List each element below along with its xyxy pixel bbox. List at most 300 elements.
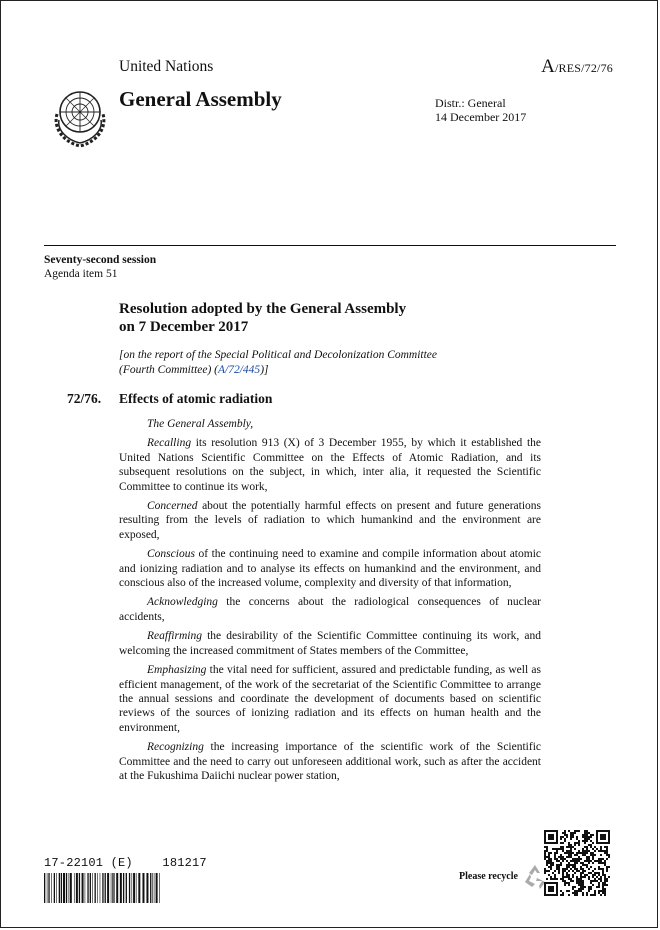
qr-module <box>604 878 606 880</box>
qr-module <box>570 838 572 840</box>
qr-module <box>548 886 550 888</box>
qr-module <box>586 858 588 860</box>
qr-module <box>604 860 606 862</box>
qr-module <box>604 836 606 838</box>
barcode-bar <box>107 873 109 903</box>
qr-module <box>576 852 578 854</box>
qr-module <box>576 836 578 838</box>
qr-module <box>548 860 550 862</box>
qr-module <box>598 890 600 892</box>
qr-module <box>606 846 608 848</box>
qr-module <box>608 840 610 842</box>
qr-module <box>562 836 564 838</box>
qr-module <box>566 872 568 874</box>
qr-module <box>602 886 604 888</box>
qr-module <box>566 866 568 868</box>
qr-module <box>546 830 548 832</box>
qr-module <box>576 890 578 892</box>
qr-module <box>582 872 584 874</box>
qr-module <box>576 878 578 880</box>
qr-module <box>592 884 594 886</box>
qr-module <box>582 892 584 894</box>
qr-module <box>548 870 550 872</box>
qr-module <box>554 882 556 884</box>
qr-module <box>600 854 602 856</box>
qr-module <box>594 854 596 856</box>
qr-module <box>574 890 576 892</box>
qr-module <box>596 834 598 836</box>
qr-module <box>562 872 564 874</box>
qr-module <box>552 886 554 888</box>
qr-module <box>568 850 570 852</box>
qr-module <box>556 848 558 850</box>
qr-module <box>550 886 552 888</box>
qr-module <box>570 878 572 880</box>
qr-module <box>544 884 546 886</box>
qr-module <box>602 874 604 876</box>
qr-module <box>600 848 602 850</box>
barcode-bar <box>138 873 140 903</box>
barcode-bar <box>136 873 137 903</box>
qr-module <box>546 856 548 858</box>
qr-module <box>606 830 608 832</box>
resolution-subject: Effects of atomic radiation <box>119 391 273 406</box>
qr-module <box>560 890 562 892</box>
qr-module <box>576 868 578 870</box>
qr-module <box>550 858 552 860</box>
qr-module <box>570 850 572 852</box>
qr-module <box>598 882 600 884</box>
qr-module <box>606 852 608 854</box>
qr-module <box>590 866 592 868</box>
qr-module <box>556 832 558 834</box>
qr-module <box>596 836 598 838</box>
qr-module <box>552 834 554 836</box>
qr-module <box>568 842 570 844</box>
barcode-bar <box>63 873 65 903</box>
qr-module <box>576 854 578 856</box>
qr-module <box>568 830 570 832</box>
qr-module <box>588 876 590 878</box>
qr-module <box>556 882 558 884</box>
qr-module <box>544 832 546 834</box>
qr-module <box>598 866 600 868</box>
qr-module <box>550 830 552 832</box>
qr-module <box>586 840 588 842</box>
qr-module <box>576 842 578 844</box>
qr-module <box>550 838 552 840</box>
qr-module <box>576 860 578 862</box>
qr-module <box>608 832 610 834</box>
qr-module <box>606 866 608 868</box>
qr-module <box>558 848 560 850</box>
qr-module <box>544 888 546 890</box>
qr-module <box>592 848 594 850</box>
barcode-bar <box>87 873 88 903</box>
un-emblem-icon <box>47 84 113 150</box>
qr-module <box>598 878 600 880</box>
qr-module <box>560 858 562 860</box>
qr-module <box>602 888 604 890</box>
distribution-block <box>435 96 526 124</box>
qr-module <box>608 830 610 832</box>
qr-module <box>590 894 592 896</box>
qr-module <box>544 868 546 870</box>
paragraph-text: about the potentially harmful effects on present and future generations resulting from the levels of radiation to which humankind and the environment are exposed, <box>119 500 541 541</box>
qr-module <box>558 866 560 868</box>
qr-module <box>582 876 584 878</box>
qr-module <box>602 870 604 872</box>
qr-module <box>560 854 562 856</box>
qr-module <box>568 866 570 868</box>
qr-module <box>566 882 568 884</box>
qr-module <box>596 842 598 844</box>
qr-module <box>600 846 602 848</box>
qr-module <box>576 880 578 882</box>
symbol-rest: /RES/72/76 <box>554 61 613 75</box>
qr-module <box>606 848 608 850</box>
qr-module <box>582 886 584 888</box>
qr-module <box>604 862 606 864</box>
qr-module <box>582 882 584 884</box>
qr-module <box>546 862 548 864</box>
qr-module <box>594 868 596 870</box>
qr-module <box>564 852 566 854</box>
agenda-item: Agenda item 51 <box>44 268 118 280</box>
qr-module <box>572 870 574 872</box>
qr-module <box>548 838 550 840</box>
preamble-paragraph <box>119 663 541 735</box>
barcode-bar <box>132 873 133 903</box>
qr-module <box>544 858 546 860</box>
qr-module <box>562 870 564 872</box>
preamble-paragraph <box>119 547 541 590</box>
qr-module <box>606 854 608 856</box>
qr-module <box>568 846 570 848</box>
preamble-paragraph <box>119 417 541 431</box>
qr-module <box>590 852 592 854</box>
qr-module <box>556 836 558 838</box>
qr-module <box>568 884 570 886</box>
qr-module <box>592 854 594 856</box>
paragraph-text: of the continuing need to examine and compile information about atomic and ionizing radiation and to analyse its effects on humankind and the environment, and conscious also of the increased volume, complexity and diversity of that information, <box>119 548 541 590</box>
qr-module <box>584 834 586 836</box>
report-line2 <box>119 363 549 378</box>
qr-module <box>604 846 606 848</box>
qr-module <box>574 866 576 868</box>
qr-module <box>560 894 562 896</box>
qr-module <box>596 838 598 840</box>
qr-module <box>566 868 568 870</box>
qr-module <box>570 868 572 870</box>
qr-module <box>570 856 572 858</box>
qr-module <box>572 886 574 888</box>
qr-module <box>562 856 564 858</box>
report-link[interactable]: A/72/445 <box>218 363 261 376</box>
qr-module <box>558 870 560 872</box>
qr-module <box>572 836 574 838</box>
qr-module <box>578 884 580 886</box>
footer-job-block <box>44 856 207 908</box>
paragraph-text: its resolution 913 (X) of 3 December 1955, by which it established the United Nations Scientific Committee on the Effects of Atomic Radiation, and its subsequent resolutions on the subject, in which, inter alia, it requested the Scientific Committee to continue its work, <box>119 437 541 493</box>
barcode-bar <box>112 873 113 903</box>
qr-module <box>600 890 602 892</box>
qr-module <box>588 862 590 864</box>
qr-module <box>592 858 594 860</box>
qr-module <box>546 850 548 852</box>
qr-module <box>568 894 570 896</box>
qr-module <box>564 876 566 878</box>
qr-module <box>560 864 562 866</box>
qr-module <box>562 850 564 852</box>
qr-module <box>546 848 548 850</box>
barcode-bar <box>48 873 49 903</box>
qr-module <box>604 882 606 884</box>
barcode-bar <box>66 873 67 903</box>
qr-module <box>586 852 588 854</box>
qr-module <box>566 874 568 876</box>
qr-module <box>576 882 578 884</box>
qr-module <box>546 842 548 844</box>
qr-module <box>548 874 550 876</box>
qr-module <box>604 830 606 832</box>
qr-module <box>568 882 570 884</box>
qr-module <box>602 882 604 884</box>
org-line: United Nations <box>119 58 214 75</box>
qr-module <box>588 836 590 838</box>
qr-module <box>546 860 548 862</box>
qr-module <box>566 890 568 892</box>
qr-module <box>544 852 546 854</box>
qr-module <box>608 834 610 836</box>
qr-module <box>608 842 610 844</box>
qr-module <box>596 848 598 850</box>
qr-module <box>564 884 566 886</box>
qr-module <box>602 872 604 874</box>
qr-module <box>580 888 582 890</box>
qr-module <box>556 852 558 854</box>
qr-module <box>544 850 546 852</box>
qr-module <box>562 874 564 876</box>
qr-module <box>562 842 564 844</box>
qr-module <box>600 830 602 832</box>
qr-module <box>562 880 564 882</box>
qr-module <box>556 866 558 868</box>
barcode-bar <box>85 873 86 903</box>
qr-module <box>544 870 546 872</box>
qr-module <box>586 864 588 866</box>
paragraph-lead: Reaffirming <box>147 630 202 643</box>
qr-module <box>572 846 574 848</box>
qr-module <box>602 862 604 864</box>
qr-module <box>592 842 594 844</box>
qr-module <box>588 832 590 834</box>
qr-module <box>570 854 572 856</box>
qr-module <box>564 832 566 834</box>
qr-module <box>554 870 556 872</box>
qr-module <box>592 874 594 876</box>
qr-module <box>606 858 608 860</box>
qr-module <box>582 836 584 838</box>
qr-module <box>578 850 580 852</box>
qr-module <box>550 866 552 868</box>
qr-module <box>600 860 602 862</box>
qr-module <box>568 864 570 866</box>
qr-module <box>556 868 558 870</box>
qr-module <box>604 864 606 866</box>
qr-module <box>578 842 580 844</box>
qr-module <box>588 858 590 860</box>
qr-module <box>592 834 594 836</box>
qr-module <box>588 860 590 862</box>
qr-module <box>558 864 560 866</box>
qr-module <box>600 836 602 838</box>
qr-module <box>598 842 600 844</box>
qr-module <box>558 868 560 870</box>
qr-module <box>550 878 552 880</box>
barcode-bar <box>129 873 130 903</box>
qr-module <box>600 850 602 852</box>
qr-module <box>566 850 568 852</box>
qr-module <box>560 836 562 838</box>
qr-module <box>572 832 574 834</box>
resolution-heading <box>67 391 272 407</box>
qr-module <box>594 892 596 894</box>
qr-module <box>566 864 568 866</box>
qr-module <box>578 860 580 862</box>
qr-module <box>564 868 566 870</box>
qr-module <box>588 886 590 888</box>
qr-module <box>586 848 588 850</box>
qr-module <box>566 852 568 854</box>
barcode-bar <box>105 873 106 903</box>
qr-module <box>608 838 610 840</box>
qr-module <box>558 872 560 874</box>
qr-module <box>564 830 566 832</box>
qr-module <box>554 856 556 858</box>
qr-module <box>590 880 592 882</box>
barcode-bar <box>95 873 96 903</box>
qr-module <box>546 894 548 896</box>
qr-module <box>578 856 580 858</box>
qr-module <box>584 860 586 862</box>
qr-module <box>570 834 572 836</box>
qr-module <box>554 858 556 860</box>
qr-module <box>576 892 578 894</box>
qr-module <box>584 886 586 888</box>
qr-module <box>608 854 610 856</box>
qr-module <box>598 868 600 870</box>
qr-module <box>562 878 564 880</box>
qr-module <box>552 888 554 890</box>
qr-module <box>554 852 556 854</box>
qr-module <box>582 894 584 896</box>
qr-module <box>576 876 578 878</box>
qr-module <box>584 876 586 878</box>
qr-module <box>548 866 550 868</box>
qr-module <box>580 874 582 876</box>
qr-module <box>580 852 582 854</box>
qr-module <box>564 840 566 842</box>
qr-module <box>574 844 576 846</box>
qr-module <box>594 872 596 874</box>
qr-module <box>590 854 592 856</box>
qr-module <box>548 890 550 892</box>
qr-module <box>552 838 554 840</box>
qr-module <box>556 840 558 842</box>
qr-module <box>580 886 582 888</box>
qr-module <box>594 860 596 862</box>
qr-module <box>550 868 552 870</box>
qr-module <box>572 880 574 882</box>
qr-module <box>582 888 584 890</box>
qr-module <box>588 872 590 874</box>
qr-module <box>544 856 546 858</box>
qr-module <box>548 882 550 884</box>
qr-module <box>562 858 564 860</box>
qr-module <box>582 848 584 850</box>
qr-module <box>570 864 572 866</box>
qr-module <box>584 838 586 840</box>
qr-module <box>584 870 586 872</box>
qr-module <box>556 830 558 832</box>
paragraph-text: the increasing importance of the scientific work of the Scientific Committee and the need to carry out unforeseen additional work, such as after the accident at the Fukushima Daiichi nuclear power station, <box>119 741 541 782</box>
qr-module <box>604 894 606 896</box>
distribution: Distr.: General <box>435 96 506 110</box>
barcode-bar <box>54 873 55 903</box>
qr-module <box>562 848 564 850</box>
barcode-bar <box>76 873 78 903</box>
qr-module <box>574 864 576 866</box>
barcode-bar <box>126 873 127 903</box>
qr-module <box>568 890 570 892</box>
qr-module <box>556 838 558 840</box>
barcode-bar <box>142 873 144 903</box>
qr-module <box>568 876 570 878</box>
qr-module <box>576 830 578 832</box>
barcode-bar <box>51 873 52 903</box>
qr-module <box>568 878 570 880</box>
qr-module <box>552 864 554 866</box>
preamble-paragraph <box>119 629 541 658</box>
qr-module <box>544 890 546 892</box>
qr-module <box>548 858 550 860</box>
qr-module <box>602 834 604 836</box>
organ-title: General Assembly <box>119 87 282 111</box>
qr-module <box>604 884 606 886</box>
qr-module <box>586 832 588 834</box>
qr-module <box>604 852 606 854</box>
qr-module <box>596 876 598 878</box>
qr-module <box>574 868 576 870</box>
qr-module <box>548 842 550 844</box>
report-line1: [on the report of the Special Political and Decolonization Committee <box>119 349 438 361</box>
qr-module <box>596 832 598 834</box>
qr-module <box>598 860 600 862</box>
qr-module <box>544 854 546 856</box>
qr-module <box>550 852 552 854</box>
preamble-paragraph <box>119 436 541 494</box>
qr-module <box>606 868 608 870</box>
qr-module <box>602 884 604 886</box>
qr-module <box>556 894 558 896</box>
qr-module <box>568 852 570 854</box>
qr-module <box>600 834 602 836</box>
qr-module <box>590 886 592 888</box>
report-reference <box>119 348 549 377</box>
qr-module <box>572 874 574 876</box>
qr-module <box>562 876 564 878</box>
